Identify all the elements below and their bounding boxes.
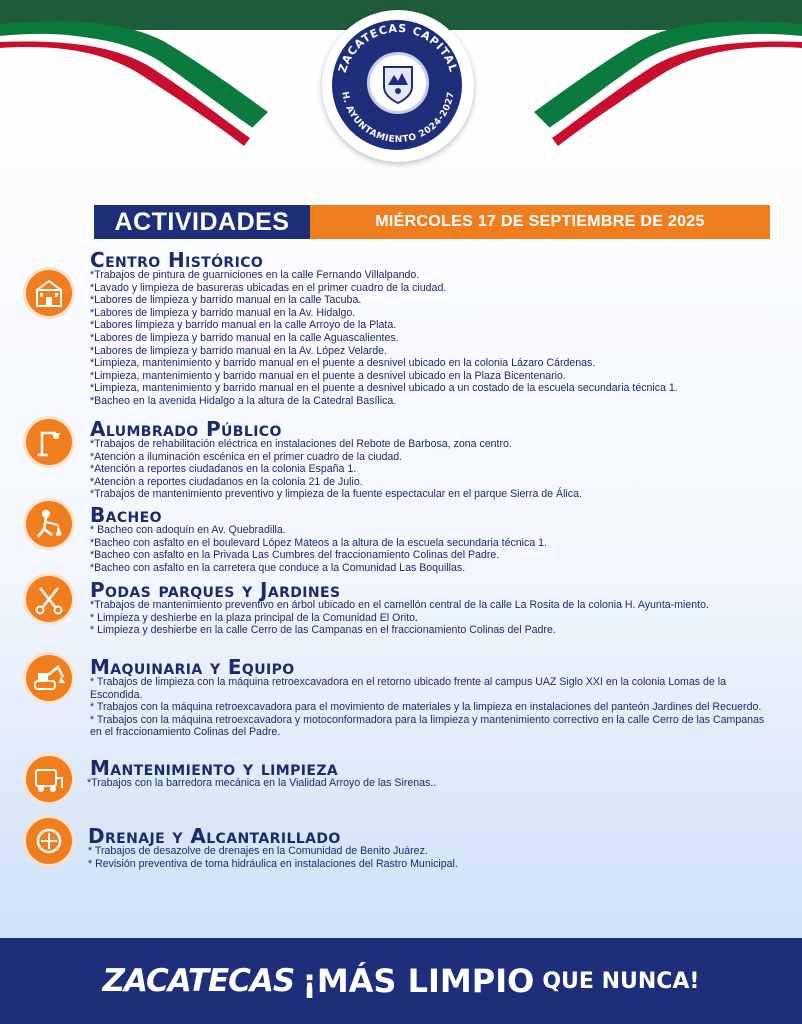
section-title: Maquinaria y Equipo (90, 655, 295, 679)
street-sweeper-icon (26, 756, 72, 802)
list-item: * Bacheo con adoquín en Av. Quebradilla. (90, 524, 286, 536)
section-title: Mantenimiento y limpieza (90, 756, 339, 780)
section-title: Drenaje y Alcantarillado (88, 824, 341, 848)
list-item: * Trabajos con la máquina retroexcavadora para el movimiento de materiales y la limpieza en instalaciones del panteón Jardines del Recuerdo. (90, 701, 762, 714)
excavator-icon (26, 655, 72, 701)
list-item: * Limpieza y deshierbe en la calle Cerro de las Campanas en el fraccionamiento Colinas del Padre. (90, 624, 556, 637)
list-item: *Bacheo en la avenida Hidalgo a la altura de la Catedral Basílica. (90, 394, 397, 407)
list-item: *Trabajos de rehabilitación eléctrica en instalaciones del Rebote de Barbosa, zona centro. (90, 438, 512, 450)
list-item: *Bacheo con asfalto en el boulevard López Mateos a la altura de la escuela secundaria técnica 1. (90, 536, 548, 549)
list-item: *Atención a reportes ciudadanos en la colonia España 1. (90, 463, 357, 476)
list-item: *Labores de limpieza y barrido manual en la Av. López Velarde. (90, 344, 388, 357)
list-item: *Trabajos de mantenimiento preventivo en árbol ubicado en el camellón central de la calle La Rosita de la colonia H. Ayunta-miento. (90, 599, 709, 611)
activity-list (90, 676, 776, 739)
zacatecas-logo: ZACATECAS (102, 963, 295, 999)
activity-list (90, 599, 776, 637)
drain-pipe-icon (26, 818, 72, 864)
activities-title: ACTIVIDADES (94, 205, 310, 239)
date-label: MIÉRCOLES 17 DE SEPTIEMBRE DE 2025 (310, 205, 770, 239)
list-item: *Atención a reportes ciudadanos en la colonia 21 de Julio. (90, 475, 363, 488)
list-item: * Limpieza y deshierbe en la plaza principal de la Comunidad El Orito. (90, 611, 418, 624)
list-item: *Trabajos de mantenimiento preventivo y limpieza de la fuente espectacular en el parque Sierra de Álica. (90, 488, 582, 501)
city-seal (322, 10, 474, 162)
activity-list (88, 845, 774, 870)
street-lamp-icon (26, 419, 72, 465)
list-item: *Labores limpieza y barrido manual en la calle Arroyo de la Plata. (90, 319, 397, 332)
header-banner (0, 0, 802, 190)
list-item: * Revisión preventiva de toma hidráulica en instalaciones del Rastro Municipal. (88, 857, 458, 870)
list-item: *Limpieza, mantenimiento y barrido manual en el puente a desnivel ubicado a un costado de la escuela secundaria técnica 1. (90, 382, 678, 395)
list-item: *Labores de limpieza y barrido manual en la calle Tacuba. (90, 294, 362, 307)
list-item: * Trabajos con la máquina retroexcavadora y motoconformadora para la limpieza y mantenimiento correctivo en la calle Cerro de las Campanas en el fraccionamiento Colinas del Padre. (90, 713, 765, 739)
list-item: *Atención a iluminación escénica en el primer cuadro de la ciudad. (90, 450, 403, 463)
list-item: *Lavado y limpieza de basureras ubicadas en el primer cuadro de la ciudad. (90, 281, 447, 294)
activity-list (90, 438, 776, 501)
pruning-shears-icon (26, 576, 72, 622)
activity-list (90, 269, 776, 408)
list-item: *Labores de limpieza y barrido manual en la Av. Hidalgo. (90, 306, 356, 319)
slogan-main: ¡MÁS LIMPIO (302, 962, 535, 1000)
slogan-end: QUE NUNCA! (542, 968, 700, 994)
seal-top-text: ZACATECAS CAPITAL (335, 21, 461, 75)
worker-shovel-icon (26, 501, 72, 547)
list-item: * Trabajos de desazolve de drenajes en la Comunidad de Benito Juárez. (88, 845, 428, 857)
list-item: *Trabajos de pintura de guarniciones en la calle Fernando Villalpando. (90, 269, 420, 281)
list-item: * Trabajos de limpieza con la máquina retroexcavadora en el retorno ubicado frente al campus UAZ Siglo XXI en la colonia Lomas de la Escondida. (90, 676, 726, 701)
list-item: *Labores de limpieza y barrido manual en la calle Aguascalientes. (90, 331, 399, 344)
activity-list (90, 524, 776, 574)
list-item: *Trabajos con la barredora mecánica en la Vialidad Arroyo de las Sirenas.. (87, 777, 437, 789)
seal-bottom-text: H. AYUNTAMIENTO 2024-2027 (339, 90, 457, 146)
section-title: Alumbrado Público (90, 417, 282, 441)
coat-of-arms-icon (367, 52, 429, 114)
list-item: *Limpieza, mantenimiento y barrido manual en el puente a desnivel ubicado en la colonia Lázaro Cárdenas. (90, 357, 596, 370)
list-item: *Bacheo con asfalto en la carretera que conduce a la Comunidad Las Boquillas. (90, 561, 466, 574)
activity-list (87, 777, 773, 790)
building-icon (26, 270, 72, 316)
list-item: *Bacheo con asfalto en la Privada Las Cumbres del fraccionamiento Colinas del Padre. (90, 549, 500, 562)
date-title-bar (94, 205, 770, 239)
list-item: *Limpieza, mantenimiento y barrido manual en el puente a desnivel ubicado en la Plaza Bicentenario. (90, 369, 566, 382)
footer-banner (0, 938, 802, 1024)
section-title: Podas parques y Jardines (90, 578, 341, 602)
section-title: Centro Histórico (90, 248, 264, 272)
section-title: Bacheo (90, 503, 162, 527)
